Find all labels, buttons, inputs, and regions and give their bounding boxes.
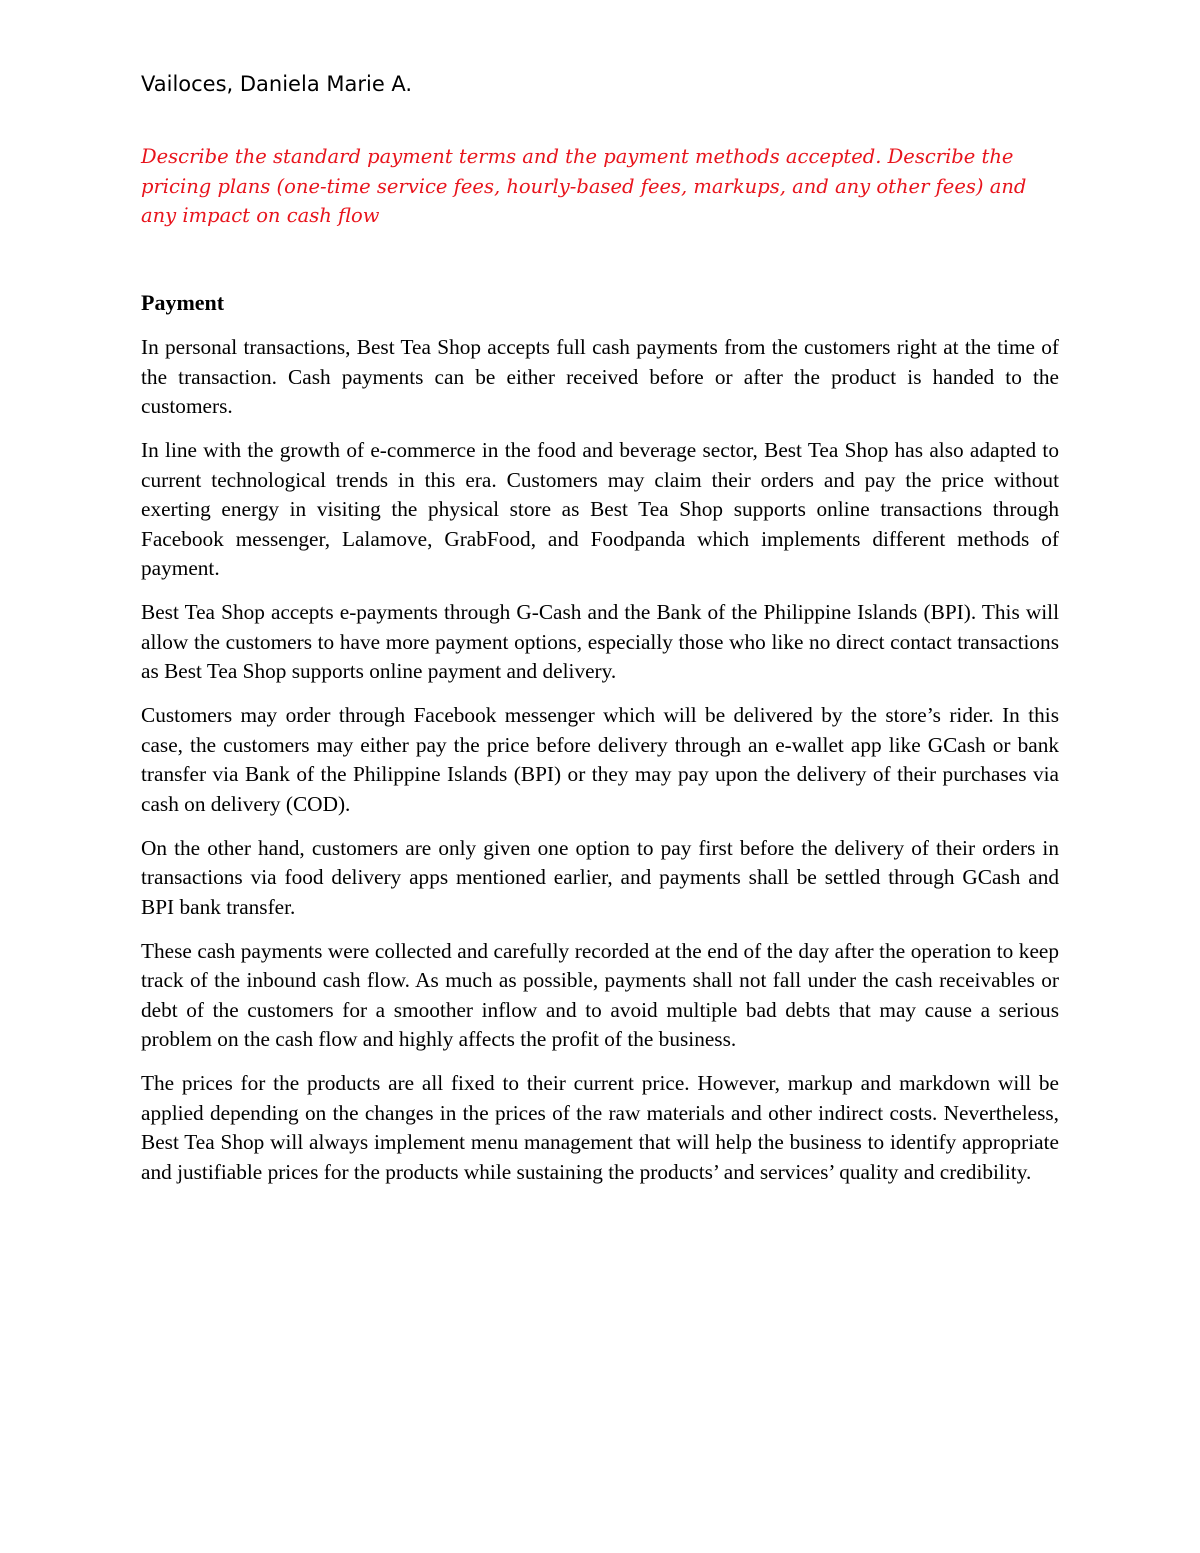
author-name: Vailoces, Daniela Marie A. [141,72,413,96]
paragraph-e-payments: Best Tea Shop accepts e-payments through G-Cash and the Bank of the Philippine Islands (BPI). This will allow the customers to have more payment options, especially those who like no direct contact transactions as Best Tea Shop supports online payment and delivery. [141,600,1059,683]
paragraph-personal-transactions: In personal transactions, Best Tea Shop accepts full cash payments from the customers right at the time of the transaction. Cash payments can be either received before or after the product is handed to the customers. [141,335,1059,418]
paragraph-e-commerce: In line with the growth of e-commerce in the food and beverage sector, Best Tea Shop has also adapted to current technological trends in this era. Customers may claim their orders and pay the price without exerting energy in visiting the physical store as Best Tea Shop supports online transactions through Facebook messenger, Lalamove, GrabFood, and Foodpanda which implements different methods of payment. [141,438,1059,580]
paragraph-facebook-orders: Customers may order through Facebook messenger which will be delivered by the store’s rider. In this case, the customers may either pay the price before delivery through an e-wallet app like GCash or bank transfer via Bank of the Philippine Islands (BPI) or they may pay upon the delivery of their purchases via cash on delivery (COD). [141,703,1059,816]
document-body [141,333,1059,1202]
assignment-prompt: Describe the standard payment terms and the payment methods accepted. Describe the pricing plans (one-time service fees, hourly-based fees, markups, and any other fees) and any impact on cash flow [141,145,1027,227]
paragraph-pricing: The prices for the products are all fixed to their current price. However, markup and markdown will be applied depending on the changes in the prices of the raw materials and other indirect costs. Nevertheless, Best Tea Shop will always implement menu management that will help the business to identify appropriate and justifiable prices for the products while sustaining the products’ and services’ quality and credibility. [141,1071,1059,1184]
section-heading: Payment [141,290,225,315]
paragraph-delivery-apps: On the other hand, customers are only given one option to pay first before the delivery of their orders in transactions via food delivery apps mentioned earlier, and payments shall be settled through GCash and BPI bank transfer. [141,835,1059,919]
paragraph-cash-recording: These cash payments were collected and carefully recorded at the end of the day after the operation to keep track of the inbound cash flow. As much as possible, payments shall not fall under the cash receivables or debt of the customers for a smoother inflow and to avoid multiple bad debts that may cause a serious problem on the cash flow and highly affects the profit of the business. [141,938,1059,1051]
